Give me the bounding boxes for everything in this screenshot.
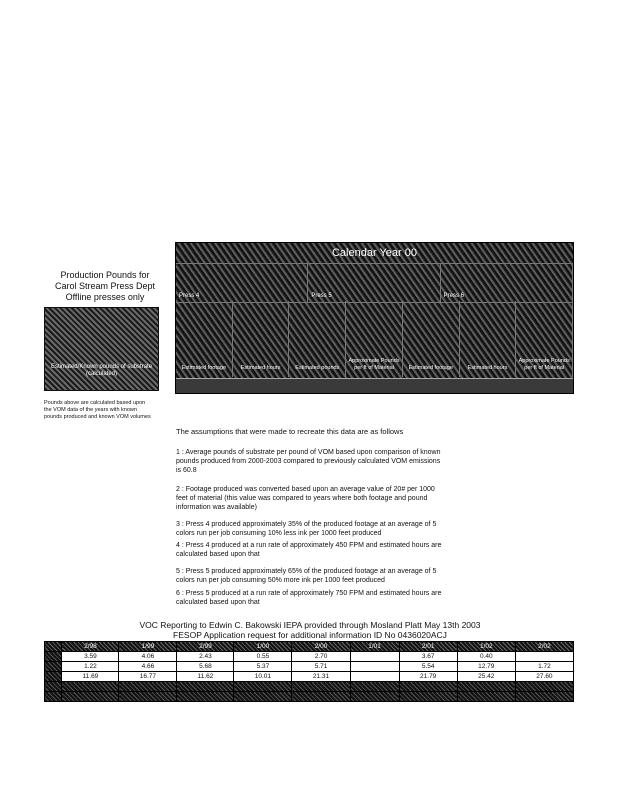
table-cell: 21.31 [292, 672, 350, 682]
report-title [0, 620, 620, 640]
table-cell [119, 692, 177, 702]
table-cell [350, 692, 399, 702]
table-cell: 11.62 [177, 672, 234, 682]
column-header: Estimated footage [403, 301, 460, 377]
left-title-line-1: Production Pounds for [60, 270, 150, 280]
report-header-cell: 1/00 [234, 642, 292, 652]
calendar-table-footer [176, 378, 573, 393]
table-row [45, 652, 574, 662]
table-cell: 2.43 [177, 652, 234, 662]
calendar-table-columns [176, 301, 573, 377]
table-cell [350, 672, 399, 682]
column-header: Estimated hours [233, 301, 290, 377]
table-cell: 21.79 [399, 672, 457, 682]
table-row-total [45, 692, 574, 702]
table-cell [457, 682, 515, 692]
table-cell [234, 692, 292, 702]
table-cell [350, 682, 399, 692]
assumption-item: 3 : Press 4 produced approximately 35% of the produced footage at an average of 5 colors run per job consuming 10% less ink per 1000 feet produced [176, 521, 437, 537]
table-cell: 11.69 [62, 672, 119, 682]
table-cell [119, 682, 177, 692]
table-cell: 27.60 [515, 672, 573, 682]
table-cell: 1.22 [62, 662, 119, 672]
table-cell: 1.72 [515, 662, 573, 672]
calendar-table-groups [176, 263, 573, 303]
table-cell: 25.42 [457, 672, 515, 682]
table-cell: 4.66 [119, 662, 177, 672]
voc-report-table [44, 641, 574, 702]
row-label [45, 672, 62, 682]
table-row [45, 672, 574, 682]
assumption-item: 1 : Average pounds of substrate per pound of VOM based upon comparison of known pounds produced from 2000-2003 compared to previously calculated VOM emissions is 60.8 [176, 449, 441, 474]
table-cell [177, 692, 234, 702]
table-cell [350, 652, 399, 662]
table-cell [62, 682, 119, 692]
assumptions-title: The assumptions that were made to recreate this data are as follows [176, 427, 404, 436]
report-header-row [45, 642, 574, 652]
table-cell: 3.59 [62, 652, 119, 662]
table-cell [457, 692, 515, 702]
table-cell: 10.01 [234, 672, 292, 682]
report-header-cell: 2/98 [62, 642, 119, 652]
column-header: Estimated hours [460, 301, 517, 377]
column-header: Approximate Pounds per ft of Material [516, 301, 573, 377]
table-cell [515, 682, 573, 692]
table-cell [62, 692, 119, 702]
table-cell [234, 682, 292, 692]
left-panel-note: Pounds above are calculated based upon the VOM data of the years with known pounds produced and known VOM volumes [44, 400, 151, 420]
table-cell [292, 692, 350, 702]
table-cell [292, 682, 350, 692]
table-cell [515, 692, 573, 702]
report-header-cell: 1/01 [350, 642, 399, 652]
group-press-5: Press 5 [308, 264, 440, 302]
group-press-4: Press 4 [176, 264, 308, 302]
left-box-label: Estimated/Known pounds of substrate (calculated) [50, 364, 153, 377]
table-row-total [45, 682, 574, 692]
table-cell [399, 682, 457, 692]
column-header: Estimated pounds [289, 301, 346, 377]
report-header-cell: 1/02 [457, 642, 515, 652]
left-panel-title [40, 270, 170, 303]
report-header-cell: 2/01 [399, 642, 457, 652]
left-dark-box [44, 307, 159, 391]
table-cell: 2.70 [292, 652, 350, 662]
table-cell [399, 692, 457, 702]
report-header-cell [45, 642, 62, 652]
row-label [45, 652, 62, 662]
table-row [45, 662, 574, 672]
report-header-cell: 2/02 [515, 642, 573, 652]
table-cell: 0.40 [457, 652, 515, 662]
left-title-line-2: Carol Stream Press Dept [54, 281, 156, 291]
column-header: Approximate Pounds per ft of Material [346, 301, 403, 377]
column-header: Estimated footage [176, 301, 233, 377]
report-title-line-2: FESOP Application request for additional information ID No 0436020ACJ [173, 630, 447, 640]
row-label [45, 662, 62, 672]
table-cell: 12.79 [457, 662, 515, 672]
table-cell: 4.06 [119, 652, 177, 662]
assumption-item: 2 : Footage produced was converted based upon an average value of 20# per 1000 feet of material (this value was compared to years where both footage and pound information was available) [176, 486, 435, 511]
row-label [45, 692, 62, 702]
table-cell: 0.55 [234, 652, 292, 662]
group-press-6: Press 6 [441, 264, 573, 302]
table-cell: 3.67 [399, 652, 457, 662]
assumption-item: 6 : Press 5 produced at a run rate of approximately 750 FPM and estimated hours are calculated based upon that [176, 590, 442, 606]
table-cell: 5.71 [292, 662, 350, 672]
table-cell: 16.77 [119, 672, 177, 682]
row-label [45, 682, 62, 692]
table-cell [350, 662, 399, 672]
table-cell: 5.37 [234, 662, 292, 672]
table-cell: 5.68 [177, 662, 234, 672]
left-title-line-3: Offline presses only [65, 292, 145, 302]
assumption-item: 4 : Press 4 produced at a run rate of approximately 450 FPM and estimated hours are calculated based upon that [176, 542, 442, 558]
report-header-cell: 1/99 [119, 642, 177, 652]
report-header-cell: 2/00 [292, 642, 350, 652]
report-header-cell: 2/99 [177, 642, 234, 652]
table-cell [177, 682, 234, 692]
table-cell: 5.54 [399, 662, 457, 672]
calendar-table-header: Calendar Year 00 [331, 247, 417, 259]
calendar-table [175, 242, 574, 394]
assumption-item: 5 : Press 5 produced approximately 65% of the produced footage at an average of 5 colors run per job consuming 50% more ink per 1000 feet produced [176, 568, 437, 584]
report-title-line-1: VOC Reporting to Edwin C. Bakowski IEPA provided through Mosland Platt May 13th 2003 [139, 620, 481, 630]
table-cell [515, 652, 573, 662]
